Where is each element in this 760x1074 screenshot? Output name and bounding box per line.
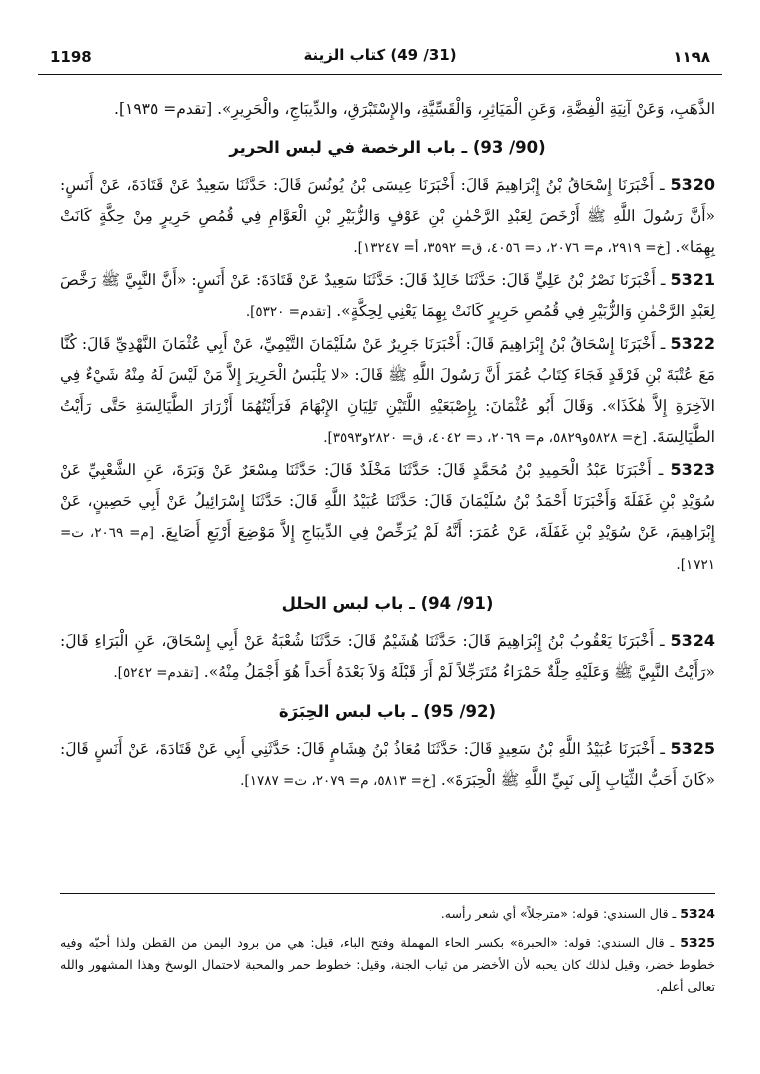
hadith-5321 [60, 264, 715, 328]
running-title: (31/ 49) كتاب الزينة [303, 46, 457, 64]
page-number-latin: 1198 [50, 48, 92, 66]
hadith-reference: [تقدم= ٥٢٤٢]. [113, 665, 199, 681]
footnote-5324 [60, 903, 715, 925]
hadith-number: 5325 [670, 739, 715, 758]
hadith-reference: [خ= ٥٨١٣، م= ٢٠٧٩، ت= ١٧٨٧]. [240, 773, 436, 789]
hadith-number: 5320 [670, 175, 715, 194]
hadith-5325 [60, 733, 715, 797]
hadith-5322 [60, 328, 715, 454]
chapter-heading-94: (91/ 94) ـ باب لبس الحلل [281, 594, 494, 613]
hadith-text: ـ أَخْبَرَنَا عُبَيْدُ اللَّهِ بْنُ سَعِيدٍ قَالَ: حَدَّثَنَا مُعَاذُ بْنُ هِشَامٍ قَالَ: حَدَّثَنِي أَبِي عَنْ قَتَادَةَ، عَنْ أَنَسٍ قَالَ: «كَانَ أَحَبُّ الثِّيَابِ إِلَى نَبِيِّ اللَّهِ ﷺ الْحِبَرَةَ». [60, 740, 715, 789]
hadith-text: ـ أَخْبَرَنَا إِسْحَاقُ بْنُ إِبْرَاهِيمَ قَالَ: أَخْبَرَنَا جَرِيرٌ عَنْ سُلَيْمَانَ التَّيْمِيِّ، عَنْ أَبِي عُثْمَانَ النَّهْدِيِّ قَالَ: كُنَّا مَعَ عُتْبَةَ بْنِ فَرْقَدٍ فَجَاءَ كِتَابُ عُمَرَ أَنَّ رَسُولَ اللَّهِ ﷺ قَالَ: «لا يَلْبَسُ الْحَرِيرَ إِلاَّ مَنْ لَيْسَ لَهُ مِنْهُ شَيْءٌ فِي الآخِرَةِ إِلاَّ هٰكَذَا». وَقَالَ أَبُو عُثْمَانَ: بِإِصْبَعَيْهِ اللَّتَيْنِ تَلِيَانِ الإِبْهَامَ فَرَأَيْتُهُمَا أَزْرَارَ الطَّيَالِسَةِ حَتَّى رَأَيْتُ الطَّيَالِسَةَ. [60, 335, 715, 446]
hadith-text: ـ أَخْبَرَنَا عَبْدُ الْحَمِيدِ بْنُ مُحَمَّدٍ قَالَ: حَدَّثَنَا مَخْلَدٌ قَالَ: حَدَّثَنَا مِسْعَرٌ عَنْ وَبَرَةَ، عَنِ الشَّعْبِيِّ عَنْ سُوَيْدِ بْنِ غَفَلَةَ وَأَخْبَرَنَا أَحْمَدُ بْنُ سُلَيْمَانَ قَالَ: حَدَّثَنَا عُبَيْدُ اللَّهِ قَالَ: حَدَّثَنَا إِسْرَائِيلُ عَنْ أَبِي حَصِينٍ، عَنْ إِبْرَاهِيمَ، عَنْ سُوَيْدِ بْنِ غَفَلَةَ، عَنْ عُمَرَ: أَنَّهُ لَمْ يُرَخِّصْ فِي الدِّيبَاجِ إِلاَّ مَوْضِعَ أَرْبَعِ أَصَابِعَ. [60, 461, 715, 541]
hadith-number: 5321 [670, 270, 715, 289]
hadith-reference: [خ= ٢٩١٩، م= ٢٠٧٦، د= ٤٠٥٦، ق= ٣٥٩٢، أ= ١٣٢٤٧]. [353, 240, 671, 256]
hadith-reference: [م= ٢٠٦٩، ت= ١٧٢١]. [60, 525, 715, 573]
hadith-number: 5324 [670, 631, 715, 650]
hadith-5323 [60, 454, 715, 581]
page-header [38, 44, 722, 75]
footnotes [60, 903, 715, 1005]
footnote-number: 5324 [680, 906, 715, 921]
main-text [60, 94, 715, 797]
hadith-number: 5322 [670, 334, 716, 353]
hadith-5320 [60, 169, 715, 264]
footnote-separator [60, 893, 715, 894]
footnote-text: ـ قال السندي: قوله: «الحبرة» بكسر الحاء المهملة وفتح الباء، قيل: هي من برود اليمن من القطن ولذا أحبّه وفيه خطوط خضر، وقيل لذلك كان يحبه لأن الأخضر من ثياب الجنة، وقيل: خطوط حمر والمحبة لاحتمال الوسخ وهذا المشهور والله تعالى أعلم. [60, 935, 715, 994]
hadith-number: 5323 [670, 460, 715, 479]
hadith-reference: [خ= ٥٨٢٨و٥٨٢٩، م= ٢٠٦٩، د= ٤٠٤٢، ق= ٢٨٢٠و٣٥٩٣]. [323, 430, 648, 446]
chapter-heading-93: (90/ 93) ـ باب الرخصة في لبس الحرير [229, 138, 546, 157]
page-number-arabic: ١١٩٨ [673, 48, 710, 66]
intro-continuation: الذَّهَبِ، وَعَنْ آنِيَةِ الْفِضَّةِ، وَعَنِ الْمَيَاثِرِ، وَالْقَسِّيَّةِ، والإِسْتَبْرَقِ، والدِّيبَاجِ، والْحَرِيرِ». [تقدم= ١٩٣٥]. [114, 100, 715, 118]
footnote-text: ـ قال السندي: قوله: «مترجلاً» أي شعر رأسه. [440, 906, 677, 921]
hadith-reference: [تقدم= ٥٣٢٠]. [245, 304, 332, 320]
footnote-5325 [60, 932, 715, 998]
hadith-text: ـ أَخْبَرَنَا إِسْحَاقُ بْنُ إِبْرَاهِيمَ قَالَ: أَخْبَرَنَا عِيسَى بْنُ يُونُسَ قَالَ: حَدَّثَنَا سَعِيدٌ عَنْ قَتَادَةَ، عَنْ أَنَسٍ: «أَنَّ رَسُولَ اللَّهِ ﷺ أَرْخَصَ لِعَبْدِ الرَّحْمٰنِ بْنِ عَوْفٍ وَالزُّبَيْرِ بْنِ الْعَوَّامِ فِي قُمُصِ حَرِيرٍ مِنْ حِكَّةٍ كَانَتْ بِهِمَا». [60, 176, 715, 256]
hadith-5324 [60, 625, 715, 689]
chapter-heading-95: (92/ 95) ـ باب لبس الحِبَرَة [278, 702, 497, 721]
hadith-text: ـ أَخْبَرَنَا يَعْقُوبُ بْنُ إِبْرَاهِيمَ قَالَ: حَدَّثَنَا هُشَيْمٌ قَالَ: حَدَّثَنَا شُعْبَةُ عَنْ أَبِي إِسْحَاقَ، عَنِ الْبَرَاءِ قَالَ: «رَأَيْتُ النَّبِيَّ ﷺ وَعَلَيْهِ حِلَّةٌ حَمْرَاءُ مُتَرَجِّلاً لَمْ أَرَ قَبْلَهُ وَلاَ بَعْدَهُ أَحَداً هُوَ أَجْمَلُ مِنْهُ». [60, 632, 715, 681]
footnote-number: 5325 [680, 935, 715, 950]
hadith-text: ـ أَخْبَرَنَا نَصْرُ بْنُ عَلِيٍّ قَالَ: حَدَّثَنَا خَالِدٌ قَالَ: حَدَّثَنَا سَعِيدٌ عَنْ قَتَادَةَ: عَنْ أَنَسٍ: «أَنَّ النَّبِيَّ ﷺ رَخَّصَ لِعَبْدِ الرَّحْمٰنِ وَالزُّبَيْرِ فِي قُمُصِ حَرِيرٍ كَانَتْ بِهِمَا يَعْنِي لِحِكَّةٍ». [60, 271, 715, 320]
